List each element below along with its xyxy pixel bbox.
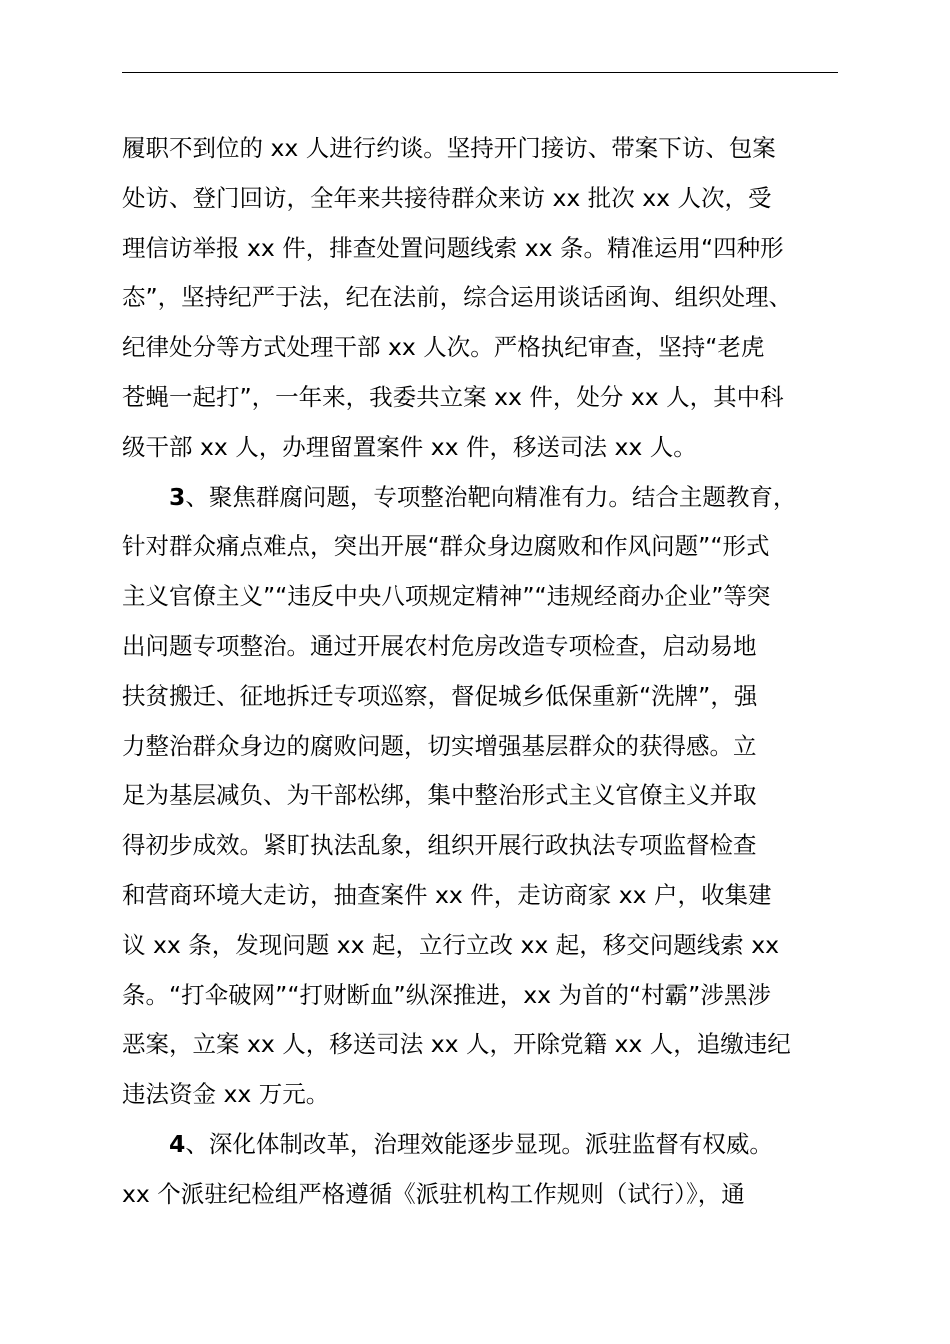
- text-line: 议 xx 条，发现问题 xx 起，立行立改 xx 起，移交问题线索 xx: [122, 930, 780, 959]
- section-number: 3: [169, 482, 186, 511]
- text-line: 级干部 xx 人，办理留置案件 xx 件，移送司法 xx 人。: [122, 432, 697, 461]
- text-line: 扶贫搬迁、征地拆迁专项巡察，督促城乡低保重新“洗牌”，强: [122, 681, 758, 710]
- text-line: 足为基层减负、为干部松绑，集中整治形式主义官僚主义并取: [122, 781, 757, 810]
- section-number: 4: [169, 1129, 186, 1158]
- text-line: 力整治群众身边的腐败问题，切实增强基层群众的获得感。立: [122, 731, 757, 760]
- text-line: 违法资金 xx 万元。: [122, 1080, 330, 1109]
- text-line: 和营商环境大走访，抽查案件 xx 件，走访商家 xx 户，收集建: [122, 880, 772, 909]
- text-line: 纪律处分等方式处理干部 xx 人次。严格执纪审查，坚持“老虎: [122, 333, 765, 362]
- text-line: 苍蝇一起打”，一年来，我委共立案 xx 件，处分 xx 人，其中科: [122, 382, 784, 411]
- document-body: [122, 124, 838, 1220]
- text-line: 理信访举报 xx 件，排查处置问题线索 xx 条。精准运用“四种形: [122, 233, 784, 262]
- text-line: 得初步成效。紧盯执法乱象，组织开展行政执法专项监督检查: [122, 831, 757, 860]
- text-line: 处访、登门回访，全年来共接待群众来访 xx 批次 xx 人次，受: [122, 183, 772, 212]
- text-line: 恶案，立案 xx 人，移送司法 xx 人，开除党籍 xx 人，追缴违纪: [122, 1030, 791, 1059]
- text-line: 态”，坚持纪严于法，纪在法前，综合运用谈话函询、组织处理、: [122, 283, 793, 312]
- text-line: xx 个派驻纪检组严格遵循《派驻机构工作规则（试行）》，通: [122, 1179, 745, 1208]
- text-line: 针对群众痛点难点，突出开展“群众身边腐败和作风问题”“形式: [122, 532, 770, 561]
- section-3-heading-line: [122, 473, 838, 523]
- section-heading-text: 、深化体制改革，治理效能逐步显现。派驻监督有权威。: [185, 1129, 773, 1158]
- section-4-heading-line: [122, 1120, 838, 1170]
- text-line: 出问题专项整治。通过开展农村危房改造专项检查，启动易地: [122, 631, 757, 660]
- text-line: 条。“打伞破网”“打财断血”纵深推进，xx 为首的“村霸”涉黑涉: [122, 980, 771, 1009]
- text-line: 履职不到位的 xx 人进行约谈。坚持开门接访、带案下访、包案: [122, 134, 776, 162]
- text-line: 主义官僚主义”“违反中央八项规定精神”“违规经商办企业”等突: [122, 582, 771, 611]
- section-heading-text: 、聚焦群腐问题，专项整治靶向精准有力。结合主题教育，: [185, 482, 797, 511]
- header-rule: [122, 72, 838, 73]
